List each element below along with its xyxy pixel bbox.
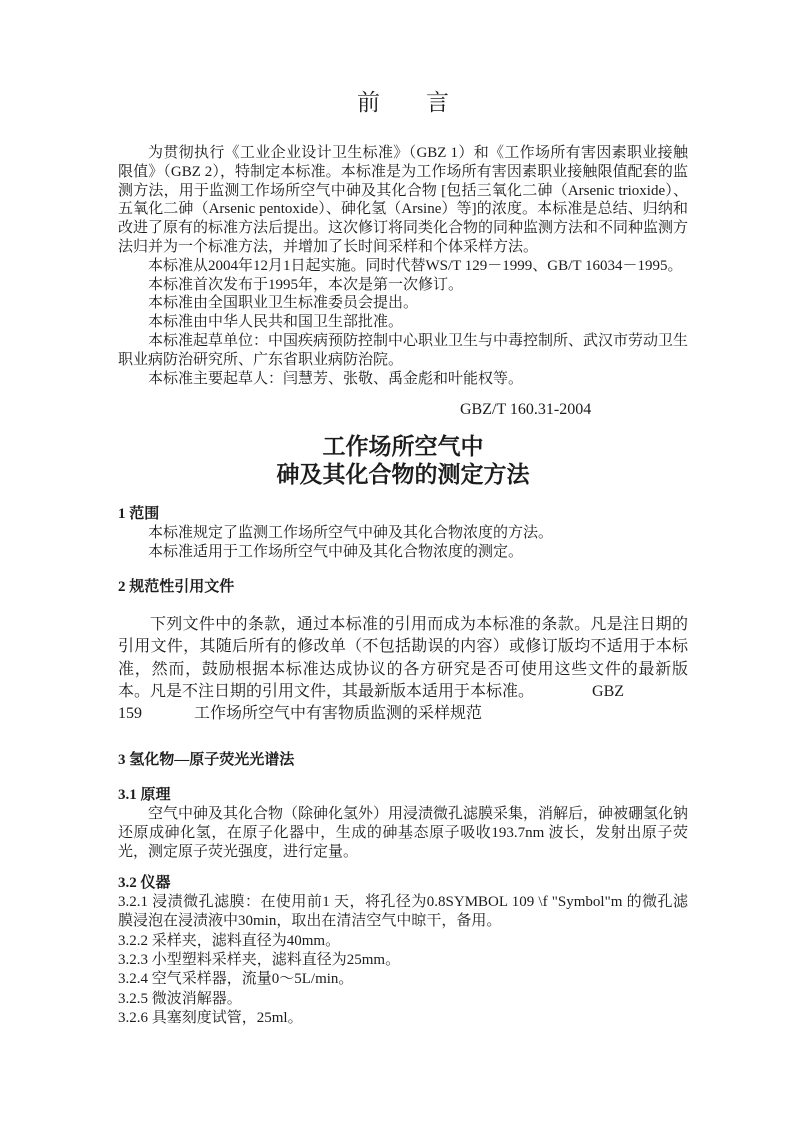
section-3-heading: 3 氢化物—原子荧光光谱法 — [118, 752, 295, 769]
section-3-2-heading: 3.2 仪器 — [118, 874, 171, 891]
section-2-paragraph-text: 下列文件中的条款，通过本标准的引用而成为本标准的条款。凡是注日期的引用文件，其随后所有的修改单（不包括勘误的内容）或修订版均不适用于本标准，然而，鼓励根据本标准达成协议的各方研究是否可使用这些文件的最新版本。凡是不注日期的引用文件，其最新版本适用于本标准。 — [118, 615, 688, 700]
foreword-section — [118, 144, 688, 388]
section-1-heading: 1 范围 — [118, 506, 160, 523]
reference-title: 工作场所空气中有害物质监测的采样规范 — [194, 705, 483, 723]
foreword-paragraph: 本标准首次发布于1995年，本次是第一次修订。 — [148, 276, 464, 293]
foreword-paragraph: 为贯彻执行《工业企业设计卫生标准》（GBZ 1）和《工作场所有害因素职业接触限值》（GBZ 2），特制定本标准。本标准是为工作场所有害因素职业接触限值配套的监测方法，用于监测工作场所空气中砷及其化合物 [包括三氧化二砷（Arsenic trioxide）、五氧化二砷（Arsenic pentoxide）、砷化氢（Arsine）等]的浓度。本标准是总结、归纳和改进了原有的标准方法后提出。这次修订将同类化合物的同种监测方法和不同种监测方法归并为一个标准方法，并增加了长时间采样和个体采样方法。 — [118, 145, 689, 255]
foreword-paragraph: 本标准主要起草人：闫慧芳、张敬、禹金彪和叶能权等。 — [148, 370, 524, 387]
instrument-item: 3.2.3 小型塑料采样夹，滤料直径为25mm。 — [118, 952, 401, 969]
instrument-item: 3.2.6 具塞刻度试管，25ml。 — [118, 1010, 303, 1027]
foreword-paragraph: 本标准从2004年12月1日起实施。同时代替WS/T 129－1999、GB/T 16034－1995。 — [148, 257, 683, 274]
document-title-line-1: 工作场所空气中 — [322, 434, 484, 460]
instrument-item: 3.2.5 微波消解器。 — [118, 990, 242, 1007]
section-3-1-heading: 3.1 原理 — [118, 787, 171, 804]
instrument-item: 3.2.1 浸渍微孔滤膜：在使用前1 天，将孔径为0.8SYMBOL 109 \f "Symbol"m 的微孔滤膜浸泡在浸渍液中30min，取出在清洁空气中晾干，备用。 — [118, 893, 688, 930]
section-3-1-paragraph: 空气中砷及其化合物（除砷化氢外）用浸渍微孔滤膜采集，消解后，砷被硼氢化钠还原成砷化氢，在原子化器中，生成的砷基态原子吸收193.7nm 波长，发射出原子荧光，测定原子荧光强度，进行定量。 — [118, 806, 689, 861]
section-2-paragraph — [118, 614, 688, 703]
document-title-line-2: 砷及其化合物的测定方法 — [276, 462, 530, 488]
foreword-title: 前 言 — [357, 90, 449, 115]
section-2-heading: 2 规范性引用文件 — [118, 578, 235, 595]
instrument-item: 3.2.4 空气采样器，流量0～5L/min。 — [118, 971, 354, 988]
instrument-item: 3.2.2 采样夹，滤料直径为40mm。 — [118, 932, 341, 949]
standard-code: GBZ/T 160.31-2004 — [460, 401, 592, 419]
document-title — [118, 433, 688, 489]
reference-line — [118, 703, 688, 725]
section-1-paragraph: 本标准规定了监测工作场所空气中砷及其化合物浓度的方法。 — [148, 525, 554, 542]
foreword-paragraph: 本标准起草单位：中国疾病预防控制中心职业卫生与中毒控制所、武汉市劳动卫生职业病防治研究所、广东省职业病防治院。 — [118, 332, 689, 368]
foreword-paragraph: 本标准由中华人民共和国卫生部批准。 — [148, 314, 404, 331]
reference-code-part2: 159 — [118, 705, 142, 723]
section-1-paragraph: 本标准适用于工作场所空气中砷及其化合物浓度的测定。 — [148, 544, 524, 561]
reference-code-part1: GBZ — [592, 682, 625, 700]
foreword-paragraph: 本标准由全国职业卫生标准委员会提出。 — [148, 295, 419, 312]
